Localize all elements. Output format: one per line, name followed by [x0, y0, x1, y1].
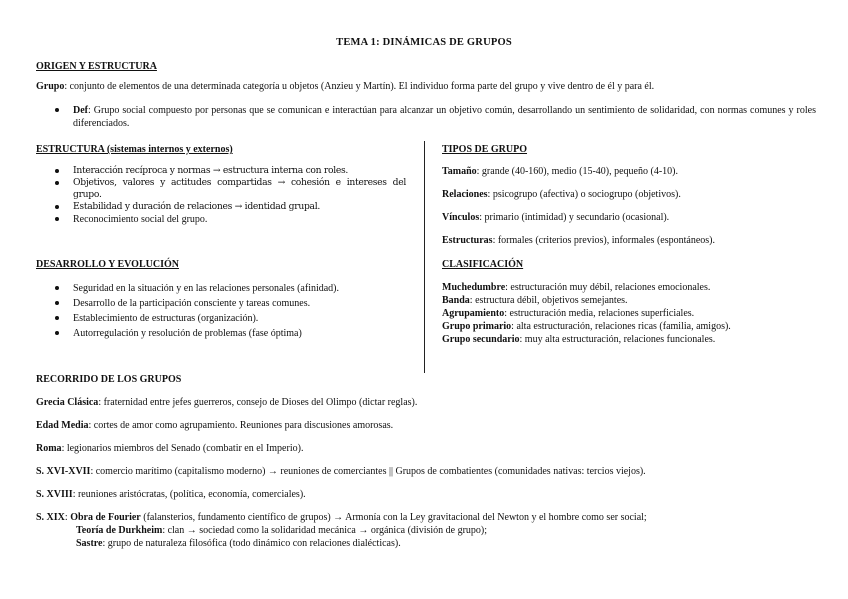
grupo-term: Grupo [36, 81, 65, 92]
list-item: Objetivos, valores y actitudes compartidas → cohesión e intereses del grupo. [36, 177, 406, 201]
clasificacion-row [442, 333, 832, 346]
tipos-term: Relaciones [442, 189, 488, 200]
clasificacion-row [442, 320, 832, 333]
list-item: Interacción recíproca y normas → estructura interna con roles. [36, 165, 406, 177]
fourier-term: Obra de Fourier [70, 512, 141, 523]
tipos-row [442, 188, 681, 201]
recorrido-row [36, 442, 303, 455]
xix-line [36, 537, 826, 550]
list-item: Desarrollo de la participación consciente y tareas comunes. [36, 297, 406, 310]
list-item [36, 104, 816, 130]
tipos-text: : psicogrupo (afectiva) o sociogrupo (objetivos). [487, 189, 681, 200]
grupo-text: : conjunto de elementos de una determinada categoría u objetos (Anzieu y Martín). El individuo forma parte del grupo y vive dentro de él y para él. [64, 81, 655, 92]
recorrido-text: : cortes de amor como agrupamiento. Reuniones para discusiones amorosas. [88, 420, 394, 431]
clasificacion-text: : estructura débil, objetivos semejantes. [469, 295, 628, 306]
tipos-term: Estructuras [442, 235, 493, 246]
recorrido-term: Grecia Clásica [36, 397, 99, 408]
clasificacion-list [442, 281, 832, 346]
tipos-term: Vínculos [442, 212, 480, 223]
column-divider [424, 141, 425, 373]
clasificacion-term: Muchedumbre [442, 282, 506, 293]
tipos-row [442, 211, 669, 224]
fourier-text: (falansterios, fundamento científico de grupos) → Armonía con la Ley gravitacional del Newton y el hombre como ser social; [140, 512, 647, 523]
clasificacion-term: Grupo secundario [442, 334, 520, 345]
list-item: Reconocimiento social del grupo. [36, 213, 406, 226]
sastre-text: : grupo de naturaleza filosófica (todo dinámico con relaciones dialécticas). [102, 538, 401, 549]
tipos-text: : primario (intimidad) y secundario (ocasional). [479, 212, 670, 223]
clasificacion-text: : estructuración media, relaciones superficiales. [504, 308, 695, 319]
recorrido-term: S. XVI-XVII [36, 466, 91, 477]
list-item: Seguridad en la situación y en las relaciones personales (afinidad). [36, 282, 406, 295]
recorrido-heading: RECORRIDO DE LOS GRUPOS [36, 374, 182, 385]
def-text: : Grupo social compuesto por personas que se comunican e interactúan para alcanzar un objetivo común, desarrollando un sentimiento de solidaridad, con normas comunes y roles diferenciados. [73, 105, 816, 129]
tipos-text: : formales (criterios previos), informales (espontáneos). [492, 235, 715, 246]
estructura-heading: ESTRUCTURA (sistemas internos y externos) [36, 144, 233, 155]
xix-line [36, 511, 826, 524]
recorrido-row [36, 419, 393, 432]
recorrido-term: Roma [36, 443, 62, 454]
tipos-heading: TIPOS DE GRUPO [442, 144, 528, 155]
tipos-row [442, 234, 715, 247]
grupo-definition [36, 80, 816, 93]
xix-term: S. XIX [36, 512, 65, 523]
desarrollo-heading: DESARROLLO Y EVOLUCIÓN [36, 259, 179, 270]
clasificacion-text: : estructuración muy débil, relaciones emocionales. [505, 282, 711, 293]
list-item: Autorregulación y resolución de problemas (fase óptima) [36, 327, 406, 340]
clasificacion-row [442, 281, 832, 294]
def-list [36, 104, 816, 130]
list-item: Estabilidad y duración de relaciones → identidad grupal. [36, 201, 406, 213]
tipos-term: Tamaño [442, 166, 477, 177]
recorrido-term: S. XVIII [36, 489, 73, 500]
clasificacion-row [442, 294, 832, 307]
recorrido-row [36, 465, 646, 478]
durkheim-term: Teoría de Durkheim [76, 525, 163, 536]
clasificacion-text: : alta estructuración, relaciones ricas (familia, amigos). [511, 321, 731, 332]
desarrollo-list [36, 282, 406, 340]
tipos-text: : grande (40-160), medio (15-40), pequeño (4-10). [476, 166, 678, 177]
recorrido-term: Edad Media [36, 420, 89, 431]
clasificacion-text: : muy alta estructuración, relaciones funcionales. [519, 334, 716, 345]
recorrido-row [36, 488, 306, 501]
recorrido-row [36, 396, 417, 409]
xix-block [36, 511, 826, 550]
tipos-row [442, 165, 678, 178]
document-title: TEMA 1: DINÁMICAS DE GRUPOS [336, 37, 512, 48]
durkheim-text: : clan → sociedad como la solidaridad mecánica → orgánica (división de grupo); [162, 525, 488, 536]
def-term: Def [73, 105, 88, 116]
clasificacion-heading: CLASIFICACIÓN [442, 259, 524, 270]
clasificacion-term: Grupo primario [442, 321, 512, 332]
sastre-term: Sastre [76, 538, 103, 549]
list-item: Establecimiento de estructuras (organización). [36, 312, 406, 325]
clasificacion-row [442, 307, 832, 320]
xix-line [36, 524, 826, 537]
recorrido-text: : fraternidad entre jefes guerreros, consejo de Dioses del Olimpo (dictar reglas). [98, 397, 418, 408]
origen-heading: ORIGEN Y ESTRUCTURA [36, 61, 157, 72]
recorrido-text: : legionarios miembros del Senado (combatir en el Imperio). [61, 443, 304, 454]
xix-sep: : [64, 512, 71, 523]
recorrido-text: : reuniones aristócratas, (política, economía, comerciales). [72, 489, 306, 500]
estructura-list [36, 165, 406, 226]
clasificacion-term: Agrupamiento [442, 308, 505, 319]
clasificacion-term: Banda [442, 295, 470, 306]
recorrido-text: : comercio marítimo (capitalismo moderno) → reuniones de comerciantes || Grupos de combatientes (comunidades nativas: tercios viejos). [90, 466, 646, 477]
